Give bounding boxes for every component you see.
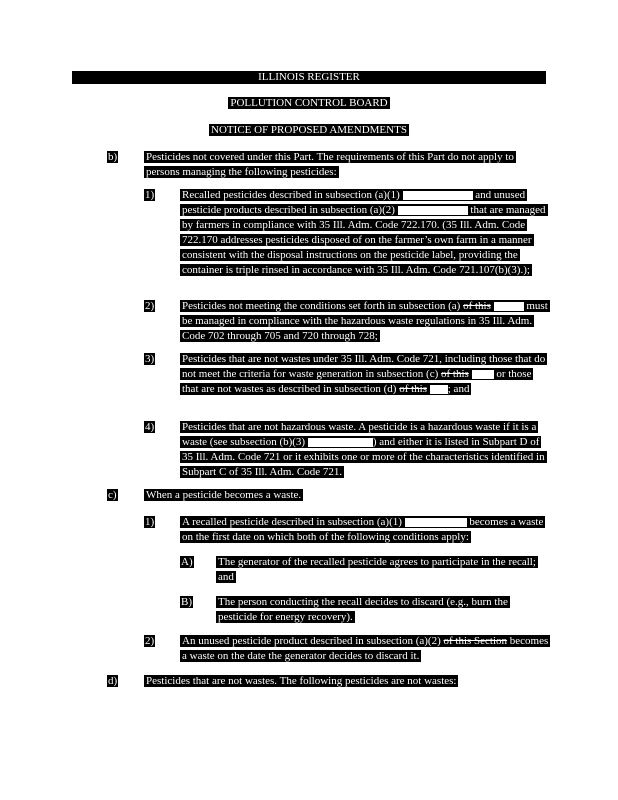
item-c1a-label: A) [181, 556, 193, 568]
item-b1-text: Recalled pesticides described in subsection (a)(1) and unused pesticide products described in subsection (a)(2) that are managed by farmers in compliance with 35 Ill. Adm. Code 722.170. (35 Ill. Adm. Code 722.170 addresses pesticides disposed of on the farmer’s own farm in a manner consistent with the disposal instructions on the pesticide label, providing the container is triple rinsed in accordance with 35 Ill. Adm. Code 721.107(b)(3).); [182, 189, 546, 276]
item-c1-text: A recalled pesticide described in subsection (a)(1) becomes a waste on the first date on which both of the following conditions apply: [182, 516, 544, 543]
register-title: ILLINOIS REGISTER [72, 71, 546, 84]
notice-title: NOTICE OF PROPOSED AMENDMENTS [211, 124, 407, 136]
section-b-label: b) [108, 151, 118, 163]
item-b3-text: Pesticides that are not wastes under 35 Ill. Adm. Code 721, including those that do not meet the criteria for waste generation in subsection (c) of this or those that are not wastes as described in subsection (d) of this ; and [182, 353, 546, 395]
item-c2-label: 2) [145, 635, 155, 647]
item-c2-text: An unused pesticide product described in subsection (a)(2) of this Section becomes a waste on the date the generator decides to discard it. [182, 635, 549, 662]
redaction-mark [308, 438, 373, 447]
item-b2-text: Pesticides not meeting the conditions set forth in subsection (a) of this must be managed in compliance with the hazardous waste regulations in 35 Ill. Adm. Code 702 through 705 and 720 through 728; [182, 300, 548, 342]
section-c-text: When a pesticide becomes a waste. [146, 489, 302, 501]
redaction-mark [403, 191, 473, 200]
section-d-text: Pesticides that are not wastes. The following pesticides are not wastes: [146, 675, 457, 687]
redaction-mark [472, 370, 494, 379]
item-b3-label: 3) [145, 353, 155, 365]
item-b2-label: 2) [145, 300, 155, 312]
item-b4-text: Pesticides that are not hazardous waste. A pesticide is a hazardous waste if it is a waste (see subsection (b)(3) ) and either it is listed in Subpart D of 35 Ill. Adm. Code 721 or it exhibits one or more of the characteristics identified in Subpart C of 35 Ill. Adm. Code 721. [182, 421, 545, 478]
redaction-mark [494, 302, 524, 311]
register-header [72, 71, 546, 84]
board-header [72, 96, 546, 111]
item-c1a-text: The generator of the recalled pesticide agrees to participate in the recall; and [218, 556, 536, 583]
redaction-mark [398, 206, 468, 215]
section-b-text: Pesticides not covered under this Part. The requirements of this Part do not apply to persons managing the following pesticides: [146, 151, 514, 178]
item-c1-label: 1) [145, 516, 155, 528]
section-d-label: d) [108, 675, 118, 687]
item-c1b-label: B) [181, 596, 192, 608]
section-c-label: c) [108, 489, 117, 501]
item-b4-label: 4) [145, 421, 155, 433]
board-title: POLLUTION CONTROL BOARD [230, 97, 388, 109]
item-b1-label: 1) [145, 189, 155, 201]
redaction-mark [405, 518, 467, 527]
item-c1b-text: The person conducting the recall decides to discard (e.g., burn the pesticide for energy recovery). [218, 596, 508, 623]
notice-header [72, 123, 546, 138]
redaction-mark [430, 385, 448, 394]
